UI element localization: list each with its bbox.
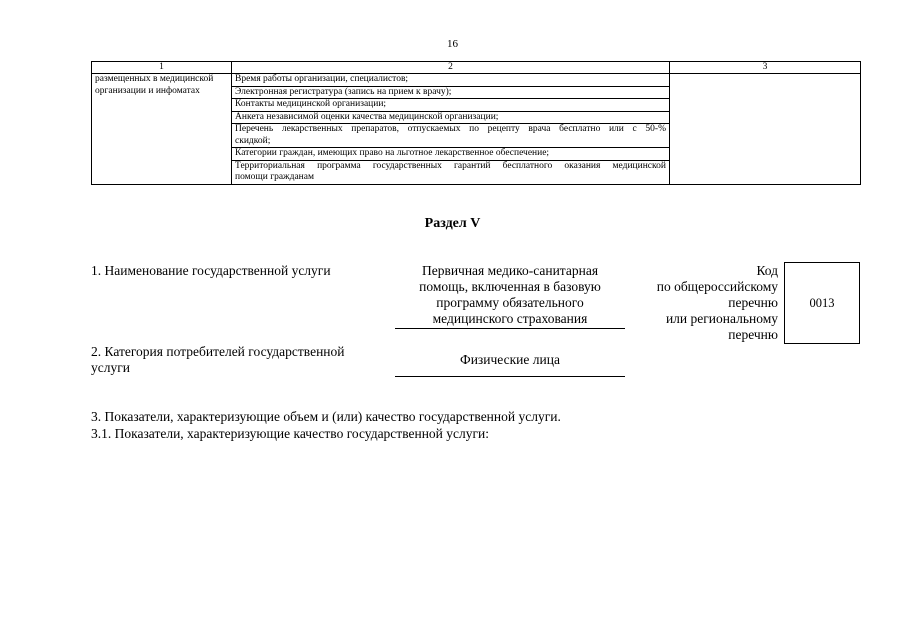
code-label-line: или региональному <box>665 311 778 326</box>
service-name-line: Первичная медико-санитарная <box>421 263 599 278</box>
code-label-line: по общероссийскому <box>656 279 778 294</box>
paragraph-3-1: 3.1. Показатели, характеризующие качество государственной услуги: <box>91 426 490 441</box>
table-cell-info-list <box>232 74 670 185</box>
code-label-line: перечню <box>728 327 778 342</box>
service-name-line: медицинского страхования <box>432 311 588 326</box>
list-item: Анкета независимой оценки качества медицинской организации; <box>232 112 669 125</box>
consumer-category-value: Физические лица <box>395 352 625 377</box>
code-label-line: перечню <box>728 295 778 310</box>
cell-line: организации и инфоматах <box>95 85 200 96</box>
list-item: Время работы организации, специалистов; <box>232 74 669 87</box>
table-cell-location <box>92 74 232 185</box>
table-header-cell: 1 <box>92 62 232 74</box>
consumer-category-label: 2. Категория потребителей государственной услуги <box>91 344 345 375</box>
code-label-line: Код <box>756 263 778 278</box>
list-item-continued: скидкой; <box>232 136 669 149</box>
section-title: Раздел V <box>424 216 481 231</box>
code-label <box>628 263 778 343</box>
continuation-table <box>91 61 861 185</box>
list-item: Территориальная программа государственных гарантий бесплатного оказания медицинской <box>235 160 666 171</box>
table-header-cell: 2 <box>232 62 670 74</box>
cell-line: размещенных в медицинской <box>95 74 214 84</box>
list-item: Категории граждан, имеющих право на льготное лекарственное обеспечение; <box>232 148 669 161</box>
list-item: Перечень лекарственных препаратов, отпускаемых по рецепту врача бесплатно или с 50-% <box>235 124 666 134</box>
paragraph-3: 3. Показатели, характеризующие объем и (или) качество государственной услуги. <box>91 409 561 424</box>
service-name-line: программу обязательного <box>436 295 584 310</box>
list-item-continued: помощи гражданам <box>235 172 314 182</box>
page-number: 16 <box>447 38 458 50</box>
code-value: 0013 <box>809 295 835 310</box>
code-value-box <box>784 262 860 344</box>
table-cell-empty <box>670 74 861 185</box>
table-header-cell: 3 <box>670 62 861 74</box>
table-header-row <box>92 62 861 74</box>
table-row <box>92 74 861 185</box>
list-item: Контакты медицинской организации; <box>232 99 669 112</box>
service-name-line: помощь, включенная в базовую <box>419 279 601 294</box>
list-item: Электронная регистратура (запись на прием к врачу); <box>232 87 669 100</box>
service-name-value <box>395 263 625 329</box>
service-name-label: 1. Наименование государственной услуги <box>91 263 331 278</box>
